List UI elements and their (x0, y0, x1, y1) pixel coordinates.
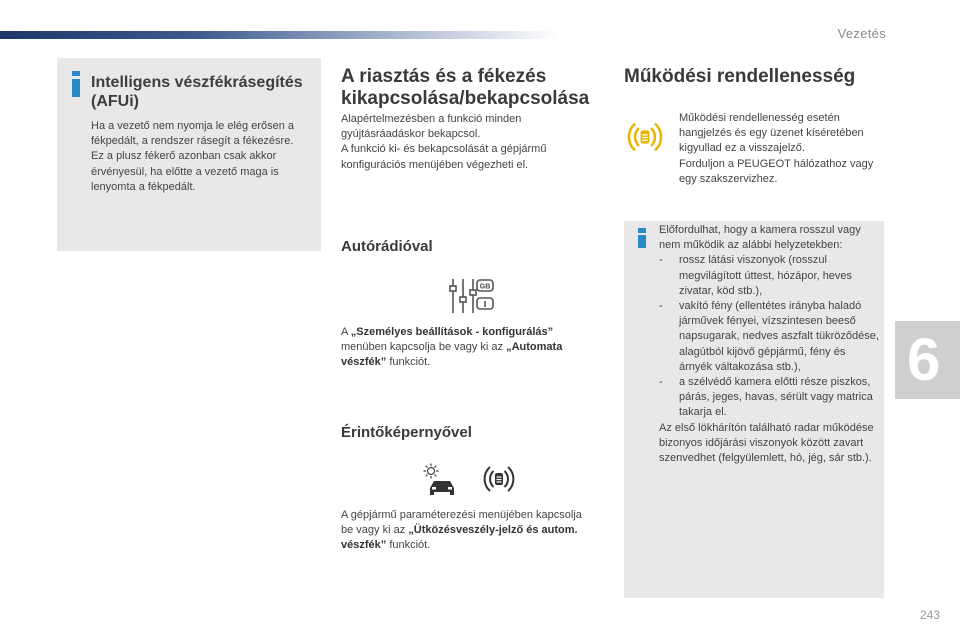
camera-intro: Előfordulhat, hogy a kamera rosszul vagy nem működik az alábbi helyzetekben: (659, 224, 861, 252)
alert-body (341, 112, 591, 173)
camera-outro: Az első lökhárítón található radar működése bizonyos időjárási viszonyok között zavart szenvedhet (felgyülemlett, hó, jég, sár stb.). (659, 421, 874, 465)
camera-body (659, 223, 881, 466)
touchscreen-function-name: „Ütközésveszély-jelző és autom. vészfék” (341, 524, 578, 552)
alert-paragraph-1: Alapértelmezésben a funkció minden gyújtásráadáskor bekapcsol. (341, 113, 522, 141)
info-icon-dot (72, 71, 80, 76)
list-item: - a szélvédő kamera előtti része piszkos, párás, jeges, havas, sérült vagy matrica takarja el. (659, 375, 881, 421)
radio-menu-name: „Személyes beállítások - konfigurálás” (350, 326, 554, 338)
camera-conditions-list (659, 253, 881, 420)
fault-body (679, 111, 879, 187)
list-item: - vakító fény (ellentétes irányba haladó járművek fényei, vízszintesen beeső napsugarak, nedves aszfalt tükröződése, alagútból kijövő gépjármű, fény és árnyék váltakozása stb.), (659, 299, 881, 375)
settings-sliders-icon (449, 277, 495, 315)
afui-info-box (57, 58, 321, 251)
afui-body (91, 119, 313, 195)
alert-paragraph-2: A funkció ki- és bekapcsolását a gépjármű konfigurációs menüjében végezheti el. (341, 143, 547, 171)
camera-info-box (624, 221, 884, 598)
page-number: 243 (919, 608, 940, 622)
radio-function-name: „Automata vészfék” (341, 341, 563, 369)
info-icon (638, 235, 646, 248)
alert-title: A riasztás és a fékezés kikapcsolása/bekapcsolása (341, 66, 590, 109)
header-bar (0, 31, 560, 39)
info-icon (72, 79, 80, 97)
list-item: - rossz látási viszonyok (rosszul megvilágított úttest, hózápor, heves zivatar, köd stb.), (659, 253, 881, 299)
fault-title: Működési rendellenesség (624, 66, 856, 87)
collision-warning-icon (481, 461, 517, 497)
car-settings-icon (422, 462, 460, 498)
section-title: Vezetés (837, 26, 886, 41)
afui-title: Intelligens vészfékrásegítés (AFUi) (91, 74, 303, 110)
fault-paragraph-1: Működési rendellenesség esetén hangjelzés és egy üzenet kíséretében kigyullad ez a visszajelző. (679, 112, 864, 155)
chapter-tab (895, 321, 960, 399)
afui-paragraph-1: Ha a vezető nem nyomja le elég erősen a fékpedált, a rendszer rásegít a fékezésre. (91, 120, 295, 148)
fault-paragraph-2: Forduljon a PEUGEOT hálózathoz vagy egy szakszervizhez. (679, 157, 874, 185)
radio-title: Autórádióval (341, 238, 433, 255)
touchscreen-body: A gépjármű paraméterezési menüjében kapcsolja be vagy ki az „Ütközésveszély-jelző és autom. vészfék” funkciót. (341, 509, 582, 552)
touchscreen-title: Érintőképernyővel (341, 424, 472, 441)
afui-paragraph-2: Ez a plusz fékerő azonban csak akkor érvényesül, ha előtte a vezető maga is lenyomta a fékpedált. (91, 150, 279, 193)
settings-icon-badge: GB (479, 283, 491, 291)
chapter-number: 6 (907, 326, 941, 393)
radio-body: A „Személyes beállítások - konfigurálás” menüben kapcsolja be vagy ki az „Automata vészfék” funkciót. (341, 326, 563, 369)
warning-lamp-icon (625, 117, 665, 157)
info-icon-dot (638, 228, 646, 233)
